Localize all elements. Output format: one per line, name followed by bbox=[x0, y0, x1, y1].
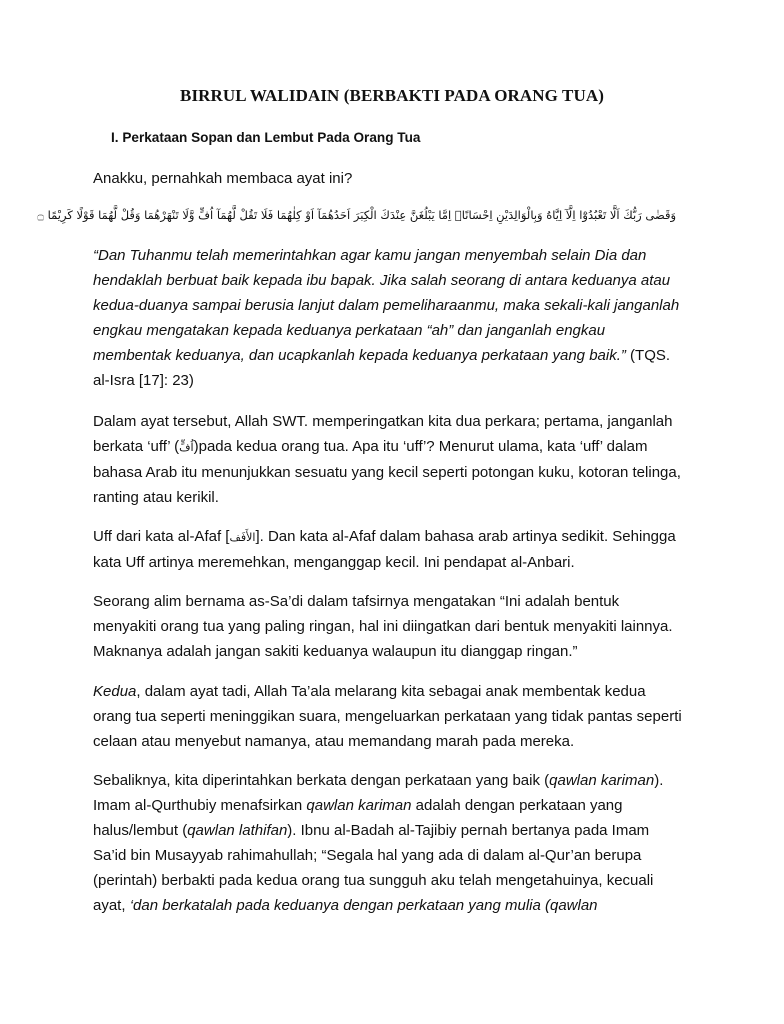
paragraph-text: Uff dari kata al-Afaf [ bbox=[93, 528, 230, 545]
verse-translation-paragraph bbox=[93, 243, 683, 394]
paragraph-text: ]. Dan kata al-Afaf dalam bahasa arab artinya sedikit. Sehingga kata Uff artinya meremehkan, menganggap kecil. Ini pendapat al-Anbari. bbox=[93, 528, 676, 572]
paragraph-text: )pada kedua orang tua. Apa itu ‘uff’? Menurut ulama, kata ‘uff’ dalam bahasa Arab itu menunjukkan sesuatu yang kecil seperti potongan kuku, kotoran telinga, ranting atau kerikil. bbox=[93, 438, 681, 507]
verse-translation: “Dan Tuhanmu telah memerintahkan agar kamu jangan menyembah selain Dia dan hendaklah berbuat baik kepada ibu bapak. Jika salah seorang di antara keduanya atau kedua-duanya sampai berusia lanjut dalam pemeliharaanmu, maka sekali-kali janganlah engkau mengatakan kepada keduanya perkataan “ah” dan janganlah engkau membentak keduanya, dan ucapkanlah kepada keduanya perkataan yang baik.” bbox=[93, 247, 680, 365]
paragraph-lead-word: Kedua bbox=[93, 683, 137, 700]
arabic-word: اُفٍّ bbox=[179, 441, 194, 455]
verse-citation: (TQS. al-Isra [17]: 23) bbox=[93, 347, 671, 390]
intro-text: Anakku, pernahkah membaca ayat ini? bbox=[93, 170, 353, 187]
paragraph-text: Seorang alim bernama as-Sa’di dalam tafsirnya mengatakan “Ini adalah bentuk menyakiti orang tua yang paling ringan, hal ini diingatkan dari bentuk menyakiti lainnya. Maknanya adalah jangan sakiti keduanya walaupun itu dianggap ringan.” bbox=[93, 593, 673, 661]
paragraph-text: Dalam ayat tersebut, Allah SWT. memperingatkan kita dua perkara; pertama, janganlah berkata ‘uff’ ( bbox=[93, 413, 673, 456]
italic-term: qawlan kariman bbox=[306, 797, 412, 815]
section-heading: I. Perkataan Sopan dan Lembut Pada Orang Tua bbox=[111, 130, 421, 145]
paragraph-text: ). Imam al-Qurthubiy menafsirkan bbox=[93, 772, 664, 815]
document-title: BIRRUL WALIDAIN (BERBAKTI PADA ORANG TUA) bbox=[180, 86, 604, 105]
paragraph-qawlan-kariman bbox=[93, 768, 683, 919]
paragraph-al-afaf bbox=[93, 524, 683, 575]
paragraph-kedua bbox=[93, 679, 683, 754]
italic-term: qawlan kariman bbox=[549, 772, 655, 789]
paragraph-text: adalah dengan perkataan yang halus/lembut ( bbox=[93, 797, 623, 840]
paragraph-as-sadi bbox=[93, 589, 683, 664]
paragraph-text: ). Ibnu al-Badah al-Tajibiy pernah bertanya pada Imam Sa’id bin Musayyab rahimahullah; “Segala hal yang ada di dalam al-Qur’an berupa (perintah) berbakti pada kedua orang tua sungguh aku telah mengetahuinya, kecuali ayat, bbox=[93, 822, 654, 915]
arabic-word: الأَفَف bbox=[229, 531, 256, 544]
intro-paragraph bbox=[93, 166, 683, 191]
italic-quote: ‘dan berkatalah pada keduanya dengan perkataan yang mulia (qawlan bbox=[129, 897, 598, 915]
italic-term: qawlan lathifan bbox=[187, 822, 288, 840]
arabic-verse: وَقَضٰى رَبُّكَ اَلَّا تَعْبُدُوْٓا اِلَّآ اِيَّاهُ وَبِالْوَالِدَيْنِ اِحْسَانًاۗ اِمَّا يَبْلُغَنَّ عِنْدَكَ الْكِبَرَ اَحَدُهُمَآ اَوْ كِلٰهُمَا فَلَا تَقُلْ لَّهُمَآ اُفٍّ وَّلَا تَنْهَرْهُمَا وَقُلْ لَّهُمَا قَوْلًا كَرِيْمًا ۝ bbox=[37, 208, 676, 222]
paragraph-text: , dalam ayat tadi, Allah Ta’ala melarang kita sebagai anak membentak kedua orang tua seperti meninggikan suara, mengeluarkan perkataan yang tidak pantas seperti celaan atau menyebut namanya, atau memandang marah pada mereka. bbox=[93, 683, 682, 751]
paragraph-uff-explanation bbox=[93, 409, 683, 510]
paragraph-text: Sebaliknya, kita diperintahkan berkata dengan perkataan yang baik ( bbox=[93, 772, 550, 789]
